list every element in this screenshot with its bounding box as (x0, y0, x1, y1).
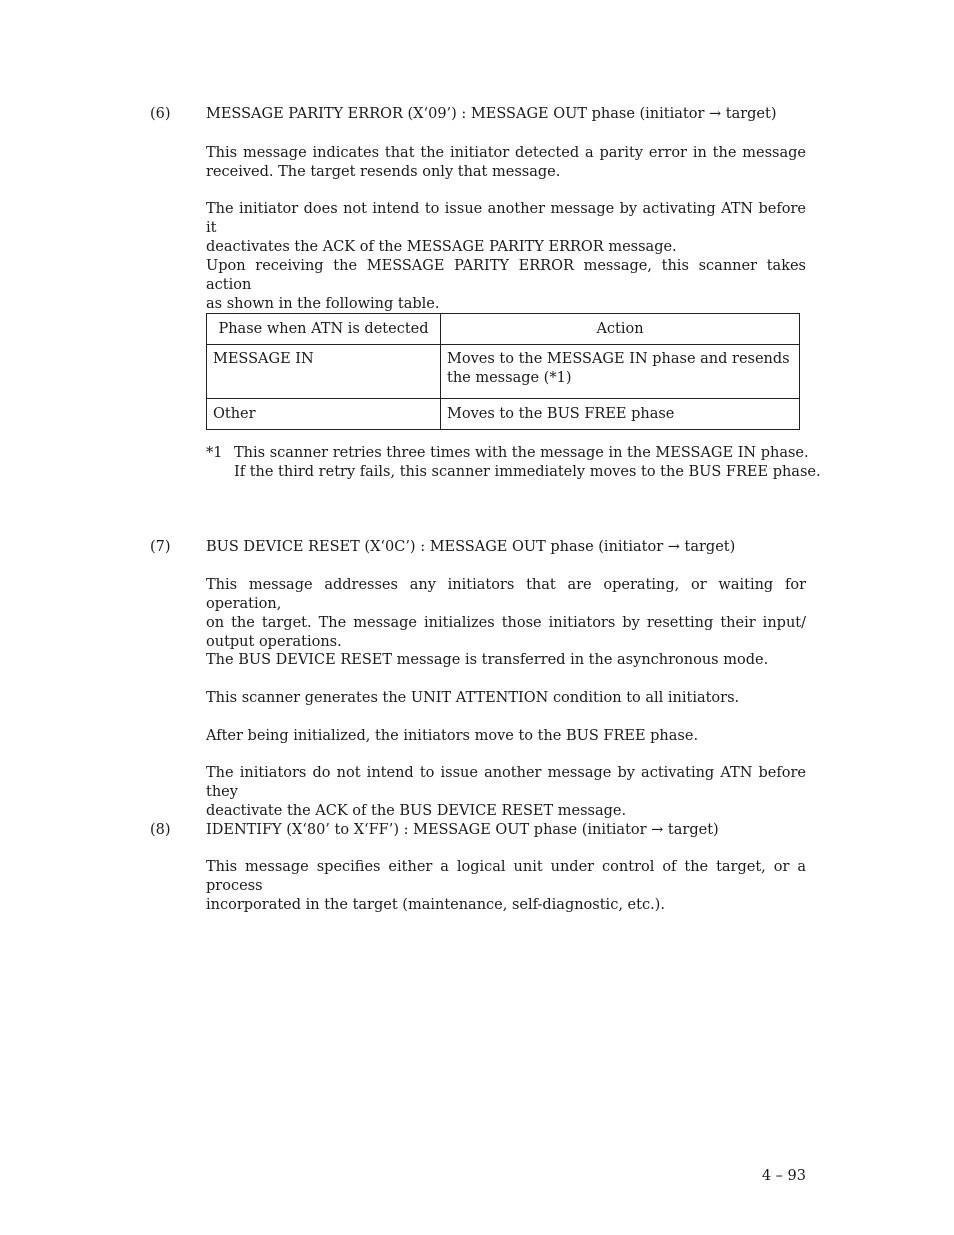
section-heading: IDENTIFY (X‘80’ to X‘FF’) : MESSAGE OUT phase (initiator → target) (206, 822, 719, 838)
footnote-mark: *1 (206, 445, 223, 461)
section-heading: BUS DEVICE RESET (X‘0C’) : MESSAGE OUT phase (initiator → target) (206, 539, 736, 555)
paragraph: After being initialized, the initiators move to the BUS FREE phase. (206, 728, 699, 744)
atn-action-table (206, 313, 800, 430)
section-heading: MESSAGE PARITY ERROR (X‘09’) : MESSAGE OUT phase (initiator → target) (206, 106, 777, 122)
paragraph: This message addresses any initiators that are operating, or waiting for operation, on the target. The message initializes those initiators by resetting their input/ output operations. (206, 577, 806, 650)
paragraph: This scanner generates the UNIT ATTENTION condition to all initiators. (206, 690, 740, 706)
paragraph: Upon receiving the MESSAGE PARITY ERROR message, this scanner takes action as shown in the following table. (206, 258, 806, 312)
table-cell-phase: Other (207, 399, 441, 430)
paragraph: This message indicates that the initiator detected a parity error in the message received. The target resends only that message. (206, 145, 806, 180)
table-row (207, 399, 800, 430)
table-cell-phase: MESSAGE IN (207, 345, 441, 399)
table-header-row (207, 314, 800, 345)
paragraph: The initiators do not intend to issue another message by activating ATN before they deactivate the ACK of the BUS DEVICE RESET message. (206, 765, 806, 819)
table-cell-action: Moves to the MESSAGE IN phase and resends the message (*1) (441, 345, 800, 399)
table-cell-action: Moves to the BUS FREE phase (441, 399, 800, 430)
table-header-action: Action (441, 314, 800, 345)
page-number: 4 – 93 (761, 1168, 806, 1184)
paragraph: The initiator does not intend to issue another message by activating ATN before it deactivates the ACK of the MESSAGE PARITY ERROR message. (206, 201, 806, 255)
footnote-line: If the third retry fails, this scanner immediately moves to the BUS FREE phase. (234, 464, 821, 480)
table-header-phase: Phase when ATN is detected (207, 314, 441, 345)
section-number: (8) (150, 822, 171, 838)
section-number: (6) (150, 106, 171, 122)
section-number: (7) (150, 539, 171, 555)
footnote-line: This scanner retries three times with the message in the MESSAGE IN phase. (234, 445, 809, 461)
paragraph: This message specifies either a logical unit under control of the target, or a process incorporated in the target (maintenance, self-diagnostic, etc.). (206, 859, 806, 913)
paragraph: The BUS DEVICE RESET message is transferred in the asynchronous mode. (206, 652, 769, 668)
table-row (207, 345, 800, 399)
